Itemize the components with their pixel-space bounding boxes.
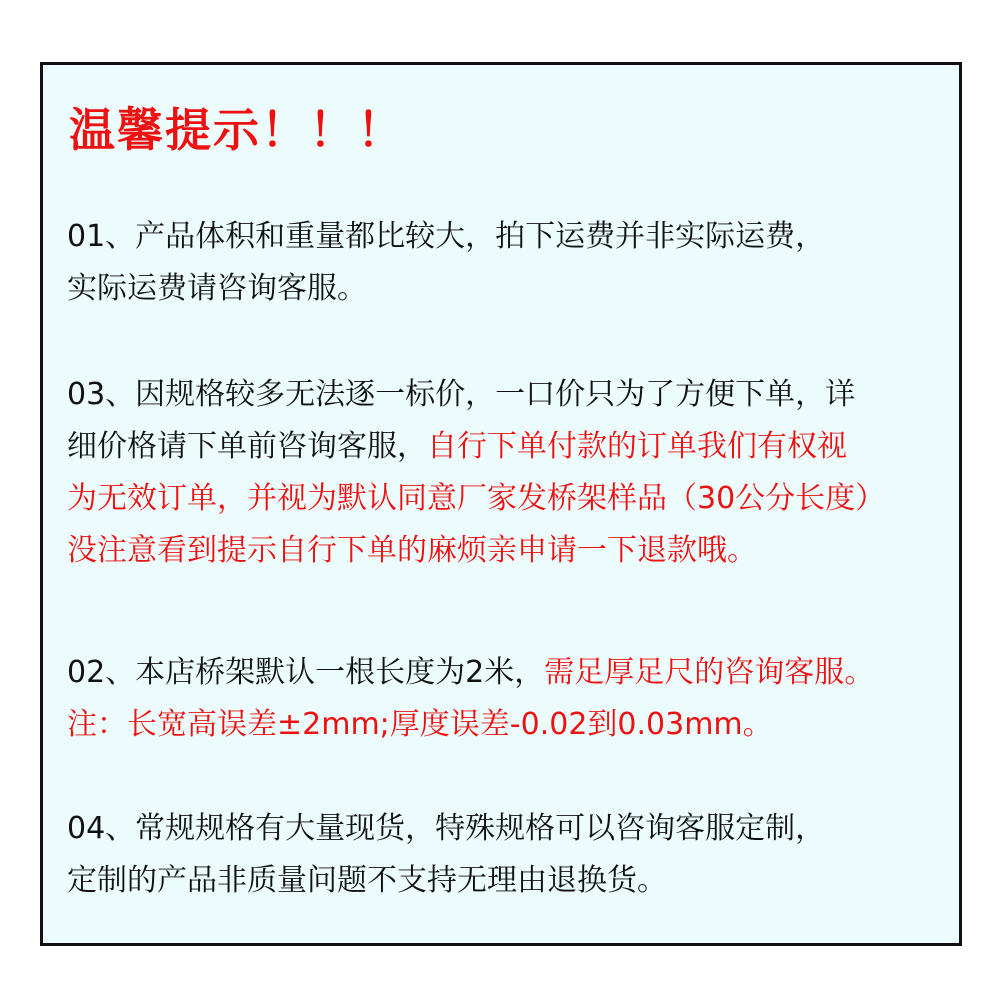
notice-box (40, 62, 962, 946)
notice-text: 01、产品体积和重量都比较大，拍下运费并非实际运费， (67, 219, 826, 254)
notice-line (67, 647, 874, 699)
notice-section-01 (67, 211, 825, 315)
notice-section-02 (67, 647, 874, 751)
notice-text-highlight: 需足厚足尺的咨询客服。 (544, 655, 875, 690)
notice-line (67, 263, 825, 315)
notice-text-highlight: 为无效订单，并视为默认同意厂家发桥架样品（30公分长度） (67, 481, 886, 516)
notice-line (67, 699, 874, 751)
notice-line (67, 369, 885, 421)
notice-line (67, 473, 885, 525)
notice-line (67, 855, 825, 907)
notice-title: 温馨提示！！！ (69, 103, 405, 157)
notice-text: 实际运费请咨询客服。 (67, 271, 367, 306)
notice-section-03 (67, 369, 885, 577)
notice-text: 03、因规格较多无法逐一标价，一口价只为了方便下单，详 (67, 377, 856, 412)
notice-text-highlight: 自行下单付款的订单我们有权视 (427, 429, 847, 464)
notice-section-04 (67, 803, 825, 907)
notice-text: 细价格请下单前咨询客服， (67, 429, 427, 464)
notice-line (67, 525, 885, 577)
notice-text-highlight: 没注意看到提示自行下单的麻烦亲申请一下退款哦。 (67, 533, 757, 568)
notice-text: 定制的产品非质量问题不支持无理由退换货。 (67, 863, 667, 898)
notice-line (67, 211, 825, 263)
notice-text-highlight: 注：长宽高误差±2mm;厚度误差-0.02到0.03mm。 (67, 707, 773, 742)
notice-line (67, 421, 885, 473)
notice-text: 04、常规规格有大量现货，特殊规格可以咨询客服定制， (67, 811, 826, 846)
notice-line (67, 803, 825, 855)
notice-text: 02、本店桥架默认一根长度为2米， (67, 655, 545, 690)
